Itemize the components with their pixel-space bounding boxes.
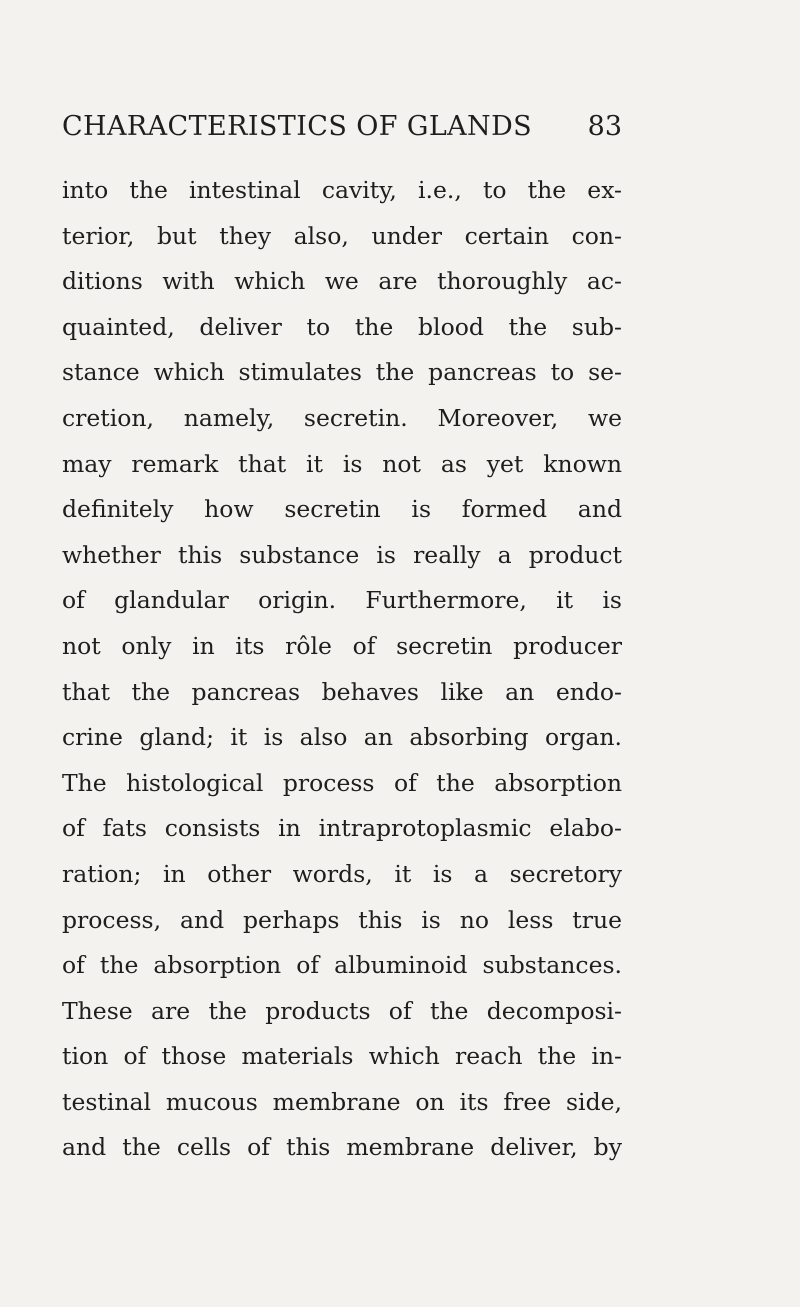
text-line: ditions with which we are thoroughly ac- <box>62 267 622 296</box>
text-line: whether this substance is really a product <box>62 540 622 569</box>
text-line: of fats consists in intraprotoplasmic elabo- <box>62 814 622 843</box>
text-line: of the absorption of albuminoid substances. <box>62 951 622 980</box>
page-number: 83 <box>587 111 622 142</box>
text-line: terior, but they also, under certain con- <box>62 221 622 250</box>
text-line: not only in its rôle of secretin producer <box>62 631 622 660</box>
text-line: tion of those materials which reach the in- <box>62 1042 622 1071</box>
text-line: quainted, deliver to the blood the sub- <box>62 312 622 341</box>
running-head <box>62 111 622 157</box>
text-line: cretion, namely, secretin. Moreover, we <box>62 403 622 432</box>
text-line: process, and perhaps this is no less true <box>62 905 622 934</box>
text-line: ration; in other words, it is a secretory <box>62 859 622 888</box>
text-line: that the pancreas behaves like an endo- <box>62 677 622 706</box>
text-line: into the intestinal cavity, i.e., to the ex- <box>62 176 622 204</box>
text-line: stance which stimulates the pancreas to se- <box>62 358 622 387</box>
text-line: of glandular origin. Furthermore, it is <box>62 586 622 615</box>
text-line: may remark that it is not as yet known <box>62 449 622 478</box>
text-line: crine gland; it is also an absorbing organ. <box>62 723 622 752</box>
text-line: definitely how secretin is formed and <box>62 495 622 524</box>
body-text <box>62 168 622 1171</box>
text-line: The histological process of the absorption <box>62 768 622 797</box>
text-line: testinal mucous membrane on its free side, <box>62 1087 622 1116</box>
text-line: These are the products of the decomposi- <box>62 996 622 1025</box>
running-head-title: CHARACTERISTICS OF GLANDS <box>62 111 533 142</box>
text-line: and the cells of this membrane deliver, by <box>62 1133 622 1162</box>
